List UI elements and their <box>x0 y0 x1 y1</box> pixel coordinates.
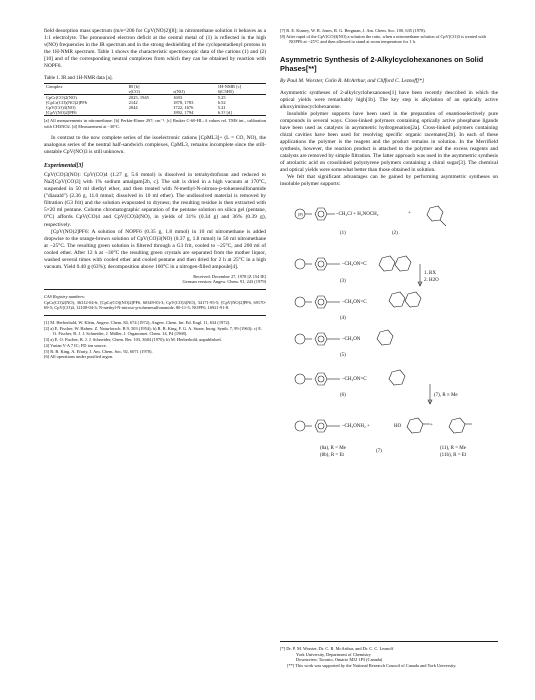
step-label: 2. H2O <box>424 277 439 283</box>
reference-list <box>280 28 498 45</box>
paragraph: We felt that significant advantages can be gained by performing asymmetric syntheses on insoluble polymer supports: <box>280 173 498 187</box>
compound-label: (8b), R = Et <box>320 452 344 458</box>
paragraph: Asymmetric syntheses of 2-alkylcyclohexanones[1] have been recently described in which the optical yields were remarkably high[1b]. The key step is alkylation of an optically active alkoxyiminocyclohexanone. <box>280 89 498 110</box>
received-date: Received: December 27, 1978 [Z 154 IE] German version: Angew. Chem. 91, 243 (1979) <box>182 273 266 285</box>
divider <box>44 289 266 290</box>
scheme-text: –CH₂Cl + H₂NOCH₂ <box>336 211 379 217</box>
author-address: [*] Dr. P. M. Worster, Dr. C. R. McArthur, and Dr. C. C. Leznoff <box>280 646 394 651</box>
table-cell: 2044 <box>128 105 138 111</box>
reference-item: [5] R. B. King, A. Efraty, J. Am. Chem. Soc. 92, 6071 (1970). <box>44 348 153 354</box>
experimental-paragraph: CpV(CO)3(NO): CpV(CO)4 (1.27 g, 5.6 mmol) is dissolved in tetrahydrofuran and reduced to Na2[CpV(CO)3] with 1% sodium amalgam[2b, c]. The salt is dried in a high vacuum at 170°C, suspended in 50 ml diethyl ether, and then treated with N-methyl-N-nitroso-p-toluenesulfonamide ("diazald") (2.36 g, 11.0 mmol; dissolved in 10 ml ether). The undissolved material is removed by filtration (G3 frit) and the solution evaporated to dryness; the resulting residue is then extracted with 5×20 ml pentane. Column chromatographic separation of the pentane solution on silica gel (pentane, 0°C) affords CpV(CO)4 and CpV(CO)3(NO), in yields of 31% (0.34 g) and 36% (0.39 g), respectively. <box>44 172 266 228</box>
compound-label: (2) <box>392 230 398 236</box>
table-cell: CpCr(CO)2(NO) <box>46 95 77 101</box>
scheme-text: –CH₂ON=C <box>342 299 367 305</box>
author-address: Downsview, Toronto, Ontario M3J 1P3 (Canada) <box>296 657 383 663</box>
reference-item: [8] After rapid of the CpV(CO)3(NO) a solution the ratio, when a nitromethane solution of CpV(CO)3 is treated with NOPF6 at −25°C and then allowed to stand at room temperature for 1 h. <box>280 33 486 45</box>
table-footnote: [a] All measurements in nitromethane. [b] Perkin-Elmer 297; cm⁻¹. [c] Bruker C-60-HL; δ values rel. TMS int., calibration with CH3NO2. [d] Measurement at −30°C. <box>44 118 266 129</box>
divider <box>44 315 266 316</box>
table-cell: 1693 <box>173 95 183 101</box>
table-header: Complex <box>44 84 127 90</box>
scheme-plus: + <box>430 422 433 428</box>
scheme-plus: + <box>408 210 411 216</box>
table-cell: 6.3? [d] <box>216 110 266 116</box>
table-cell: 5.25 <box>217 95 226 101</box>
table-cell: 5.21 <box>217 105 226 111</box>
reference-item: [4] Varian V-A 7 IC; FD ion source. <box>44 342 107 348</box>
scheme-drawing <box>280 194 498 472</box>
author-footnote <box>280 637 498 669</box>
reference-item: [1] M. Herberhold, W. Klein, Angew. Chem. 84, 674 (1972); Angew. Chem. Int. Ed. Engl. 11, 634 (1972). <box>44 319 231 325</box>
article-title: Asymmetric Synthesis of 2-Alkylcyclohexanones on Solid Phases[**] <box>280 55 484 74</box>
compound-label: (4) <box>340 315 346 321</box>
reference-item: [6] All operations under purified argon. <box>44 354 114 360</box>
table-cell: [CpV(NO)2]PF6 <box>44 110 127 116</box>
table-cell: [CpCr(CO)(NO)2]PF6 <box>46 100 87 106</box>
polymer-label: (P) <box>298 211 303 217</box>
table-header: 1H-NMR [c] <box>216 84 266 90</box>
compound-label: (6) <box>340 392 346 398</box>
table-cell: 2025, 1945 <box>128 95 149 101</box>
divider <box>280 641 498 642</box>
table-cell: CpV(CO)3(NO) <box>46 105 76 111</box>
compound-label: (1) <box>340 230 346 236</box>
step-label: 1. RX <box>424 270 436 276</box>
table-subheader: δ(C5H5) <box>216 89 266 95</box>
table-cell: 6.52 <box>217 100 226 106</box>
table-cell: 2142 <box>128 100 138 106</box>
authors: By Paul M. Worster, Colin R. McArthur, and Clifford C. Leznoff[*] <box>280 77 425 84</box>
ho-label: HO <box>394 423 402 429</box>
table-subheader: ν(CO) <box>127 89 172 95</box>
table-row <box>44 110 266 116</box>
reference-list <box>44 320 266 360</box>
compound-label: (8a), R = Me <box>320 445 346 451</box>
table-subheader: ν(NO) <box>171 89 216 95</box>
cas-heading: CAS Registry numbers: <box>44 294 86 300</box>
author-address: York University, Department of Chemistry <box>296 651 371 657</box>
compound-label: (3) <box>340 278 346 284</box>
ir-nmr-table <box>44 83 266 116</box>
experimental-paragraph: [CpV(NO)2]PF6: A solution of NOPF6 (0.35 g, 1.8 mmol) in 10 ml nitromethane is added dropwise to the orange-brown solution of CpV(CO)3(NO) (0.37 g, 1.8 mmol) in 50 ml nitromethane at −25°C. The resulting green solution is filtered through a G3 frit, cooled to −25°C, and 200 ml of cooled ether. After 12 h at −30°C the resulting green crystals are separated from the mother liquor, washed several times with cooled ether and cooled pentane and then dried for 2 h at 25°C in a high vacuum. Yield 0.40 g (63%); decomposition above 160°C in a nitrogen-filled ampoule[4]. <box>44 228 266 270</box>
table-cell: 1722, 1676 <box>173 105 194 111</box>
compound-label: (5) <box>340 352 346 358</box>
table-cell <box>127 110 172 116</box>
compound-label: (11), R = Me <box>440 445 466 451</box>
table-cell: 1878, 1783 <box>173 100 194 106</box>
reference-item: [3] a) E. O. Fischer, R. J. J. Schneider, Chem. Ber. 103, 3684 (1970); b) M. Herberhold, unpublished. <box>44 337 222 343</box>
reaction-scheme <box>280 194 498 472</box>
scheme-text: –CH₂ONH₂ + <box>342 423 370 429</box>
intro-paragraph: field desorption mass spectrum (m/e=206 for CpV(NO)2)[8]; in nitromethane solution it behaves as a 1:1 electrolyte. The pronounced electron deficit at the central metal of (1) is reflected in the high ν(NO) frequencies in the IR spectrum and in the strong deshielding of the cyclopentadienyl protons in the 1H-NMR spectrum. Table 1 shows the characteristic spectroscopic data of the cations (1) and (2)[10] and of the corresponding neutral complexes from which they can be obtained by reaction with NOPF6. <box>44 28 266 70</box>
cas-numbers: CpCr(CO)2(NO), 36312-04-6; [CpCr(CO)(NO)2]PF6, 60349-83-3; CpV(CO)3(NO), 34171-95-5; [CpV(NO)2]PF6, 69170-69-5; CpV(CO)4, 12108-04-3; N-methyl-N-nitroso-p-toluenesulfonamide, 80-11-5; NOPF6, 16921-91-8. <box>44 299 266 311</box>
scheme-text: –CH₂ON <box>342 336 361 342</box>
table-cell: 1892, 1794 <box>171 110 216 116</box>
paragraph: In contrast to the now complete series of the isoelectronic cations [CpML3]+ (L = CO, NO), the analogous series of the neutral half-sandwich complexes, CpML3, remains incomplete since the still-unstable CpV(NO)3 is still unknown. <box>44 135 266 156</box>
scheme-text: –CH₂ON=C <box>342 376 367 382</box>
compound-label: (7) <box>376 448 382 454</box>
section-heading: Experimental[3] <box>44 163 84 170</box>
compound-label: (11b), R = Et <box>440 452 467 458</box>
right-column <box>280 28 498 478</box>
paragraph: Insoluble polymer supports have been used in the preparation of enantioselectively pure compounds in several ways. Cross-linked polymers containing optically active phosphane ligands have been used as catalysts in asymmetric hydrogenation[2a]. Cross-linked polymers containing chiral cavities have been used for resolving specific organic racemates[2b]. In each of these applications the polymer is the reagent and the product remains in solution. In the Merrifield synthesis, however, the reaction product is attached to the polymer and the excess reagents and catalysts are removed by simple filtration. The latter approach was used in the asymmetric synthesis of atrolactic acid on crosslinked polystyrene polymers containing a chiral sugar[3]. The chemical and optical yields were somewhat better than those obtained in solution. <box>280 110 498 173</box>
step-label: (7), R ≡ Me <box>434 392 458 398</box>
reference-item: [7] R. E. Kinney, W. R. Jones, R. G. Bergman, J. Am. Chem. Soc. 100, 635 (1978). <box>280 28 426 33</box>
reference-item: [2] a) E. Fischer, W. Hafner, Z. Naturforsch. B 9, 503 (1954); b) R. B. King, F. G. A. Stone, Inorg. Synth. 7, 99 (1963); c) E. O. Fischer, R. J. J. Schneider, J. Müller, J. Organomet. Chem. 14, P4 (1968). <box>44 325 262 337</box>
table-title: Table 1. IR and 1H-NMR data [a]. <box>44 76 113 82</box>
funding-note: [**] This work was supported by the National Research Council of Canada and York University. <box>287 662 457 668</box>
table-header: IR [b] <box>127 84 172 90</box>
left-column <box>44 28 266 360</box>
scheme-text: –CH₂ON=C <box>342 261 367 267</box>
